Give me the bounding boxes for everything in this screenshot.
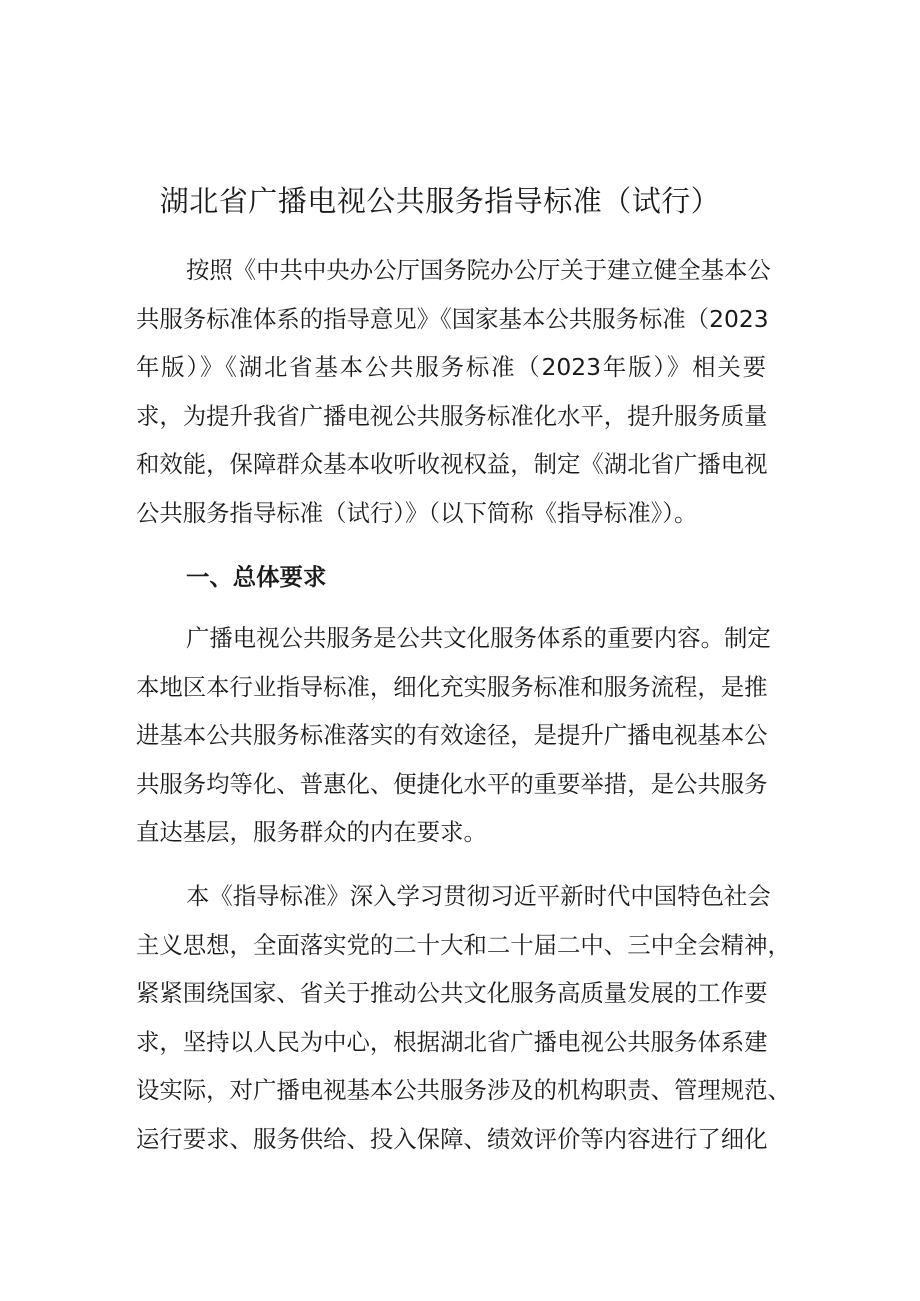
text-line: 公共服务指导标准（试行）》（以下简称《指导标准》）。 — [136, 498, 698, 527]
text-line: 求，为提升我省广播电视公共服务标准化水平，提升服务质量 — [136, 401, 768, 430]
text-line: 本《指导标准》深入学习贯彻习近平新时代中国特色社会 — [186, 882, 771, 910]
section1-paragraph-2 — [136, 872, 791, 1164]
text-line: 紧紧围绕国家、省关于推动公共文化服务高质量发展的工作要 — [136, 979, 768, 1008]
text-line: 年版）》《湖北省基本公共服务标准（2023年版）》相关要 — [136, 353, 766, 382]
text-line: 求，坚持以人民为中心，根据湖北省广播电视公共服务体系建 — [136, 1027, 768, 1056]
intro-paragraph — [136, 246, 771, 538]
text-line: 本地区本行业指导标准，细化充实服务标准和服务流程，是推 — [136, 672, 768, 701]
text-line: 设实际，对广播电视基本公共服务涉及的机构职责、管理规范、 — [136, 1076, 791, 1105]
text-line: 共服务均等化、普惠化、便捷化水平的重要举措，是公共服务 — [136, 769, 768, 798]
section1-paragraph-1 — [136, 614, 771, 857]
text-line: 共服务标准体系的指导意见》《国家基本公共服务标准（2023 — [136, 304, 769, 333]
document-title: 湖北省广播电视公共服务指导标准（试行） — [159, 184, 721, 218]
text-line: 直达基层，服务群众的内在要求。 — [136, 818, 487, 847]
text-line: 进基本公共服务标准落实的有效途径，是提升广播电视基本公 — [136, 721, 768, 750]
text-line: 主义思想，全面落实党的二十大和二十届二中、三中全会精神， — [136, 930, 791, 959]
text-line: 广播电视公共服务是公共文化服务体系的重要内容。制定 — [186, 624, 771, 652]
text-line: 运行要求、服务供给、投入保障、绩效评价等内容进行了细化 — [136, 1124, 768, 1153]
text-line: 和效能，保障群众基本收听收视权益，制定《湖北省广播电视 — [136, 450, 768, 479]
text-line: 按照《中共中央办公厅国务院办公厅关于建立健全基本公 — [186, 256, 771, 284]
section-heading: 一、总体要求 — [186, 563, 327, 591]
